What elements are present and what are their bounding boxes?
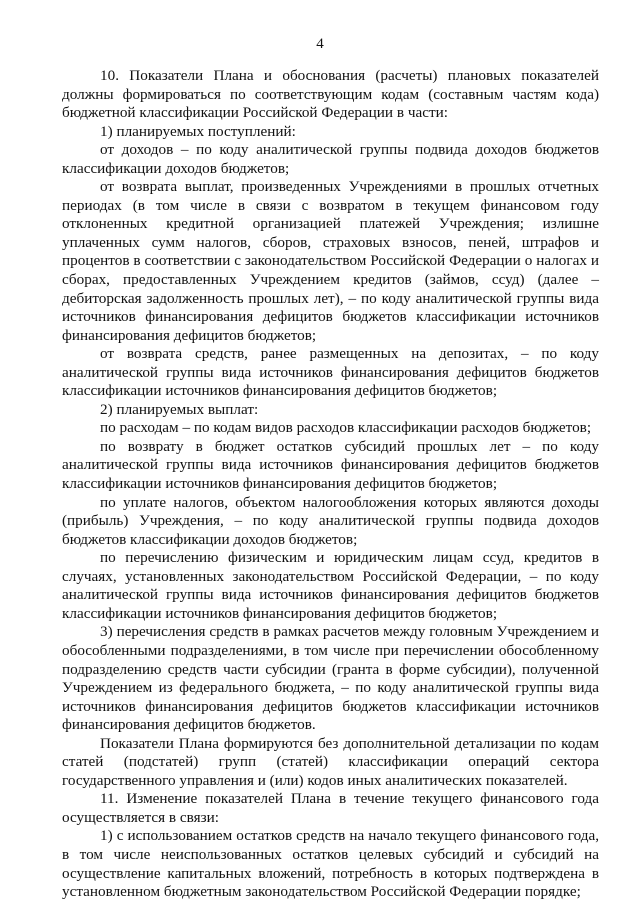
paragraph-expenses: по расходам – по кодам видов расходов классификации расходов бюджетов; xyxy=(100,419,592,437)
paragraph-return-subsidies: по возврату в бюджет остатков субсидий прошлых лет – по коду аналитической группы вида источников финансирования дефицитов бюджетов классификации источников финансирования дефицитов бюджетов; xyxy=(62,437,599,493)
document-body xyxy=(62,67,599,902)
paragraph-income: от доходов – по коду аналитической группы подвида доходов бюджетов классификации доходов бюджетов; xyxy=(62,141,599,177)
paragraph-11-intro: 11. Изменение показателей Плана в течение текущего финансового года осуществляется в связи: xyxy=(62,790,599,826)
paragraph-planned-receipts: 1) планируемых поступлений: xyxy=(100,122,296,140)
paragraph-no-detail: Показатели Плана формируются без дополнительной детализации по кодам статей (подстатей) групп (статей) классификации операций сектора государственного управления и (или) кодов иных аналитических показателей. xyxy=(62,734,599,789)
paragraph-remaining-funds: 1) с использованием остатков средств на начало текущего финансового года, в том числе неиспользованных остатков целевых субсидий и субсидий на осуществление капитальных вложений, потребность в которых подтверждена в установленном бюджетным законодательством Российской Федерации порядке; xyxy=(62,827,599,901)
paragraph-return-payments: от возврата выплат, произведенных Учреждениями в прошлых отчетных периодах (в том числе в связи с возвратом в текущем финансовом году отклоненных кредитной организацией платежей Учреждения; излишне уплаченных сумм налогов, сборов, страховых взносов, пеней, штрафов и процентов в соответствии с законодательством Российской Федерации о налогах и сборах, предоставленных Учреждением кредитов (займов, ссуд) (далее – дебиторская задолженность прошлых лет), – по коду аналитической группы вида источников финансирования дефицитов бюджетов классификации источников финансирования дефицитов бюджетов; xyxy=(62,178,599,344)
paragraph-loans: по перечислению физическим и юридическим лицам ссуд, кредитов в случаях, установленных законодательством Российской Федерации, – по коду аналитической группы вида источников финансирования дефицитов бюджетов классификации источников финансирования дефицитов бюджетов; xyxy=(62,549,599,622)
page-number: 4 xyxy=(316,36,324,52)
paragraph-transfers: 3) перечисления средств в рамках расчетов между головным Учреждением и обособленными подразделениями, в том числе при перечислении обособленному подразделению средств части субсидии (гранта в форме субсидии), полученной Учреждением из федерального бюджета, – по коду аналитической группы вида источников финансирования дефицитов бюджетов классификации источников финансирования дефицитов бюджетов. xyxy=(62,623,599,734)
paragraph-planned-payments: 2) планируемых выплат: xyxy=(100,400,259,418)
paragraph-return-deposits: от возврата средств, ранее размещенных на депозитах, – по коду аналитической группы вида источников финансирования дефицитов бюджетов классификации источников финансирования дефицитов бюджетов; xyxy=(62,345,599,400)
paragraph-10-intro: 10. Показатели Плана и обоснования (расчеты) плановых показателей должны формироваться по соответствующим кодам (составным частям кода) бюджетной классификации Российской Федерации в части: xyxy=(62,67,599,122)
paragraph-taxes: по уплате налогов, объектом налогообложения которых являются доходы (прибыль) Учреждения, – по коду аналитической группы подвида доходов бюджетов классификации доходов бюджетов; xyxy=(62,493,599,548)
